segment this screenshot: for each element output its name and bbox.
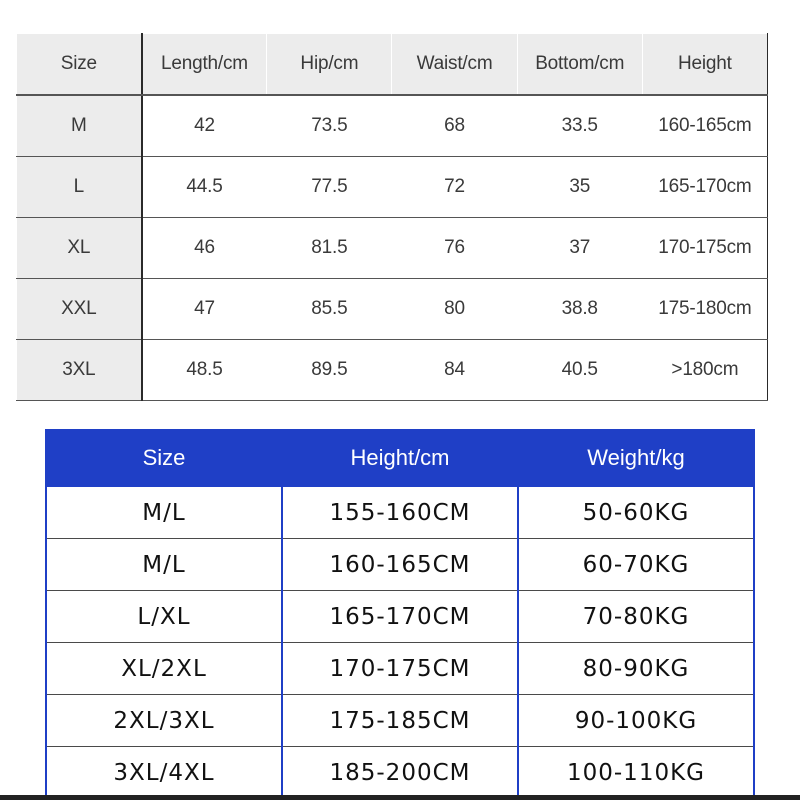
header-height: Height — [642, 34, 767, 96]
bottom-cell: 37 — [517, 218, 642, 279]
bottom-divider — [0, 795, 800, 800]
size-cell: L/XL — [46, 591, 282, 643]
length-cell: 47 — [142, 279, 267, 340]
size-cell: XXL — [17, 279, 142, 340]
length-cell: 46 — [142, 218, 267, 279]
bottom-cell: 38.8 — [517, 279, 642, 340]
length-cell: 48.5 — [142, 340, 267, 401]
weight-cell: 80-90KG — [518, 643, 754, 695]
height-cell: 160-165CM — [282, 539, 518, 591]
height-cell: 170-175cm — [642, 218, 767, 279]
table-row — [46, 747, 754, 800]
header-size: Size — [46, 430, 282, 486]
size-cell: 3XL — [17, 340, 142, 401]
table-row — [17, 218, 768, 279]
size-cell: L — [17, 157, 142, 218]
hip-cell: 89.5 — [267, 340, 392, 401]
table-row — [17, 340, 768, 401]
height-cell: 175-180cm — [642, 279, 767, 340]
size-cell: 2XL/3XL — [46, 695, 282, 747]
size-cell: 3XL/4XL — [46, 747, 282, 800]
table-row — [46, 539, 754, 591]
weight-cell: 50-60KG — [518, 486, 754, 539]
header-size: Size — [17, 34, 142, 96]
size-cell: XL/2XL — [46, 643, 282, 695]
fit-header-row — [46, 430, 754, 486]
measurement-header-row — [17, 34, 768, 96]
height-cell: 170-175CM — [282, 643, 518, 695]
length-cell: 44.5 — [142, 157, 267, 218]
size-cell: M/L — [46, 486, 282, 539]
hip-cell: 77.5 — [267, 157, 392, 218]
table-row — [46, 695, 754, 747]
size-cell: M/L — [46, 539, 282, 591]
table-row — [17, 157, 768, 218]
size-cell: XL — [17, 218, 142, 279]
header-height: Height/cm — [282, 430, 518, 486]
weight-cell: 90-100KG — [518, 695, 754, 747]
height-cell: 165-170CM — [282, 591, 518, 643]
waist-cell: 84 — [392, 340, 517, 401]
table-row — [46, 486, 754, 539]
header-hip: Hip/cm — [267, 34, 392, 96]
hip-cell: 85.5 — [267, 279, 392, 340]
height-cell: 185-200CM — [282, 747, 518, 800]
header-waist: Waist/cm — [392, 34, 517, 96]
table-row — [46, 591, 754, 643]
weight-cell: 100-110KG — [518, 747, 754, 800]
measurement-table — [16, 33, 768, 401]
length-cell: 42 — [142, 95, 267, 157]
weight-cell: 60-70KG — [518, 539, 754, 591]
height-cell: 155-160CM — [282, 486, 518, 539]
header-length: Length/cm — [142, 34, 267, 96]
bottom-cell: 33.5 — [517, 95, 642, 157]
height-cell: 165-170cm — [642, 157, 767, 218]
table-row — [17, 95, 768, 157]
weight-cell: 70-80KG — [518, 591, 754, 643]
bottom-cell: 35 — [517, 157, 642, 218]
size-cell: M — [17, 95, 142, 157]
height-cell: >180cm — [642, 340, 767, 401]
height-cell: 160-165cm — [642, 95, 767, 157]
waist-cell: 72 — [392, 157, 517, 218]
header-bottom: Bottom/cm — [517, 34, 642, 96]
header-weight: Weight/kg — [518, 430, 754, 486]
hip-cell: 73.5 — [267, 95, 392, 157]
fit-table — [45, 429, 755, 800]
waist-cell: 68 — [392, 95, 517, 157]
waist-cell: 76 — [392, 218, 517, 279]
hip-cell: 81.5 — [267, 218, 392, 279]
table-row — [17, 279, 768, 340]
height-cell: 175-185CM — [282, 695, 518, 747]
waist-cell: 80 — [392, 279, 517, 340]
bottom-cell: 40.5 — [517, 340, 642, 401]
table-row — [46, 643, 754, 695]
